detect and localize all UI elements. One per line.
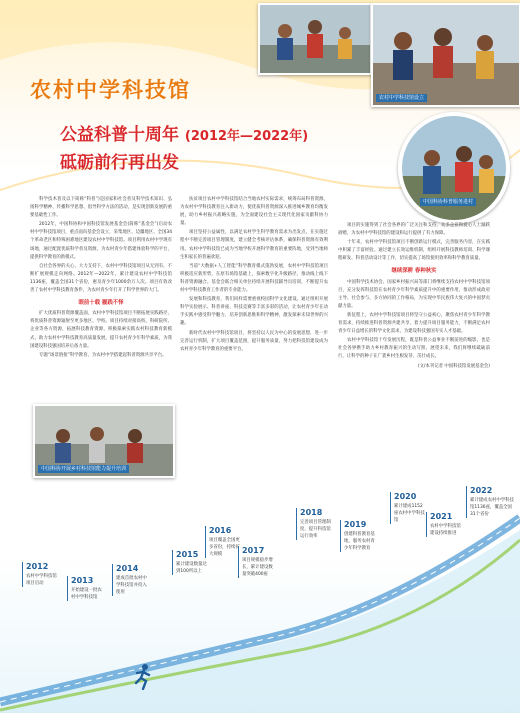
paragraph: 发展和科技教育，我们同样需要重视校园科学文化建设。通过组织开展科学实验展示、科普讲座、科技竞赛等丰富多彩的活动，让农村青少年在动手实践中感受科学魅力，培养创新思维和科学精神，激发探索未知世界的兴趣。 xyxy=(180,297,328,327)
paragraph: 扶贫项目农村中学科技馆结合当地农村实际需求，统筹布局科普资源，为农村中学科技教育注入新动力，使优质科普资源深入推进城乡教育均衡发展，助力乡村振兴战略实施，为全面建设社会主义现代化国家贡献科协力量。 xyxy=(180,197,328,227)
timeline-text: 累计建设数量达到100所以上 xyxy=(176,562,207,574)
timeline-year: 2016 xyxy=(209,526,232,535)
paragraph: 项目的实施得到了社会各界的广泛关注和支持，众多企业和爱心人士踊跃捐赠，为农村中学科技馆的建设和运行提供了有力保障。 xyxy=(338,223,490,237)
paragraph: 新征程上，农村中学科技馆项目将坚守公益初心，聚焦农村青少年科学教育需求，持续推进科普资源共建共享，着力提升项目服务能力，不断满足农村青少年日益增长的科学文化需求，为建设科技强国夯实人才基础。 xyxy=(338,312,490,335)
photo-classroom xyxy=(258,3,372,75)
timeline-year: 2020 xyxy=(394,492,417,501)
timeline-text: 创建科普教育基地，服务农村青少年科学教育 xyxy=(344,532,375,551)
photo-top-right xyxy=(371,3,520,107)
timeline-item-2018 xyxy=(296,508,332,540)
timeline-text: 完善项目管理制度，提升科技馆运行效率 xyxy=(300,520,331,539)
timeline-year: 2017 xyxy=(242,546,265,555)
subtitle-line2: 砥砺前行再出发 xyxy=(60,153,179,173)
paragraph: 十年来，农村中学科技馆项目不断创新运行模式，完善服务内容，在实践中积累了丰富经验。通过建立长效运维机制，组织开展科技教师培训、科学课程研发、科普活动设计等工作，切实提高了场馆使用效率和科学教育质量。 xyxy=(338,240,490,262)
paragraph: 农村中学科技馆十年发展历程，既是科普公益事业不断前进的缩影，也是社会各界携手助力乡村教育振兴的生动写照。展望未来，我们将继续砥砺前行，让科学的种子在广袤乡村生根发芽、茁壮成长。 xyxy=(338,338,490,360)
article-column-3 xyxy=(338,222,490,371)
timeline-year: 2022 xyxy=(470,486,493,495)
timeline-item-2017 xyxy=(238,546,274,578)
photo-caption-top-right: 农村中学科技馆设立 xyxy=(376,94,427,103)
photo-training xyxy=(33,404,175,478)
timeline-text: 累计建成1152座农村中学科技馆 xyxy=(394,504,425,523)
timeline xyxy=(0,470,520,713)
photo-classroom-image xyxy=(260,5,370,73)
timeline-year: 2018 xyxy=(300,508,323,517)
timeline-text: 农村中学科技馆项目启动 xyxy=(26,574,57,586)
paragraph: 项目坚持公益属性，以满足农村学生科学教育需求为出发点，在实施过程中不断完善项目管理制度，建立健全考核评估体系，确保科普资源有效利用。农村中学科技馆已成为当地学校开展科学教育的重要阵地，受到当地师生和家长的普遍欢迎。 xyxy=(180,230,328,260)
timeline-year: 2021 xyxy=(430,512,453,521)
section-heading: 继续深耕 春种秋实 xyxy=(391,268,437,275)
timeline-item-2019 xyxy=(340,520,376,552)
timeline-year: 2012 xyxy=(26,562,49,571)
photo-circle xyxy=(398,112,510,224)
photo-caption-circle: 中国科协科普服务进村 xyxy=(420,198,476,207)
byline: (文/本刊记者 中国科技馆发展基金会) xyxy=(417,363,490,369)
timeline-year: 2014 xyxy=(116,564,139,573)
paragraph: 专题“场景链接”科学教育，为农村中学搭建起科普资源共享平台。 xyxy=(39,352,167,358)
page-title: 农村中学科技馆 xyxy=(30,78,191,102)
subtitle-main xyxy=(60,120,308,145)
timeline-text: 建成首批农村中学科技馆并投入使用 xyxy=(116,576,147,595)
photo-top-right-image xyxy=(373,5,519,105)
timeline-text: 农村中学科技馆建设持续推进 xyxy=(430,524,461,536)
runner-figure xyxy=(132,664,154,690)
timeline-year: 2013 xyxy=(71,576,94,585)
paragraph: 科学技术普及以下简称“科普”)是国家和社会普及科学技术知识、弘扬科学精神、传播科学思想、倡导科学方法的活动，是实现创新发展的重要基础性工作。 xyxy=(30,197,172,219)
timeline-text: 开始建设一批农村中学科技馆 xyxy=(71,588,102,600)
timeline-item-2012 xyxy=(22,562,58,587)
timeline-text: 项目规模稳步增长，累计建设数量突破400座 xyxy=(242,558,273,577)
timeline-year: 2019 xyxy=(344,520,367,529)
article-column-2 xyxy=(180,196,328,355)
paragraph: 自社会各界的关心、大力支持下，农村中学科技馆项目从无到有、不断扩展规模走向网络。2012年—2022年，累计建设农村中学科技馆1136座，覆盖全国31个省份，惠及青少年1000余万人次。项目有效改善了农村中学科技教育条件，为农村青少年打开了科学世界的大门。 xyxy=(30,263,172,294)
article-column-1 xyxy=(30,196,172,361)
paragraph: 扩大优质科普资源覆盖面，农村中学科技馆项目不断拓展实践路径，将优质科普资源辐射至更多地区、学校。项目持续对接高校、科研院所、企业等各方资源，拓展科技教育资源，积极探索实践农村科技教育新模式，助力农村中学科技教育高质量发展，提升农村青少年科学素质，为我国建设科技强国培养后备力量。 xyxy=(30,311,172,349)
paragraph: 中国科学技术协会、国家乡村振兴局等部门将继续支持农村中学科技馆项目，充分发挥科技馆在农村青少年科学素质提升中的重要作用，推动形成政府主导、社会参与、多方协同的工作格局，为实现中华民族伟大复兴的中国梦贡献力量。 xyxy=(338,279,490,309)
photo-caption-middle: 中国科协开展乡村科技馆能力提升培训 xyxy=(38,465,129,474)
timeline-item-2014 xyxy=(112,564,148,596)
subtitle-main-text: 公益科普十周年 xyxy=(60,125,179,145)
subtitle-years: (2012年—2022年) xyxy=(184,129,309,144)
timeline-item-2016 xyxy=(205,526,241,558)
timeline-item-2013 xyxy=(67,576,103,601)
paragraph: 当前“大数据+人工智能”科学教育模式蓬勃发展，农村中学科技馆项目积极适应新形势，在原有场馆基础上，探索数字化升级路径，推动线上线下科普资源融合。基金会联合相关单位持续开展科技辅导员培训，不断提升农村中学科技教育工作者的专业能力。 xyxy=(180,263,328,294)
section-heading: 眼前十载 履践不怿 xyxy=(78,300,124,307)
timeline-item-2022 xyxy=(466,486,516,518)
timeline-text: 项目覆盖全国更多省份，持续扩大规模 xyxy=(209,538,240,557)
timeline-text: 累计建成农村中学科技馆1136座，覆盖全国31个省份 xyxy=(470,498,514,517)
timeline-item-2020 xyxy=(390,492,426,524)
timeline-year: 2015 xyxy=(176,550,199,559)
paragraph: 2012年，中国科协和中国科技馆发展基金会(简称“基金会”)启动农村中学科技馆项目，重点面向基金会设立，采集地区、边疆地区、全国34个革命老区和特殊困难地区建设农村中学科技馆。项目利用农村中学现有场地，通过配置优质科学普及资源，为农村青少年搭建体验科学的平台，提供科学教育的新模式。 xyxy=(30,222,172,260)
paragraph: 新时代农村中学科技馆项目，将坚持以人民为中心的发展思想，进一步完善运行机制，扩大项目覆盖范围，提升服务质量，努力把科技馆建设成为农村青少年科学教育的重要平台。 xyxy=(180,330,328,352)
timeline-item-2015 xyxy=(172,550,208,575)
timeline-item-2021 xyxy=(426,512,462,537)
